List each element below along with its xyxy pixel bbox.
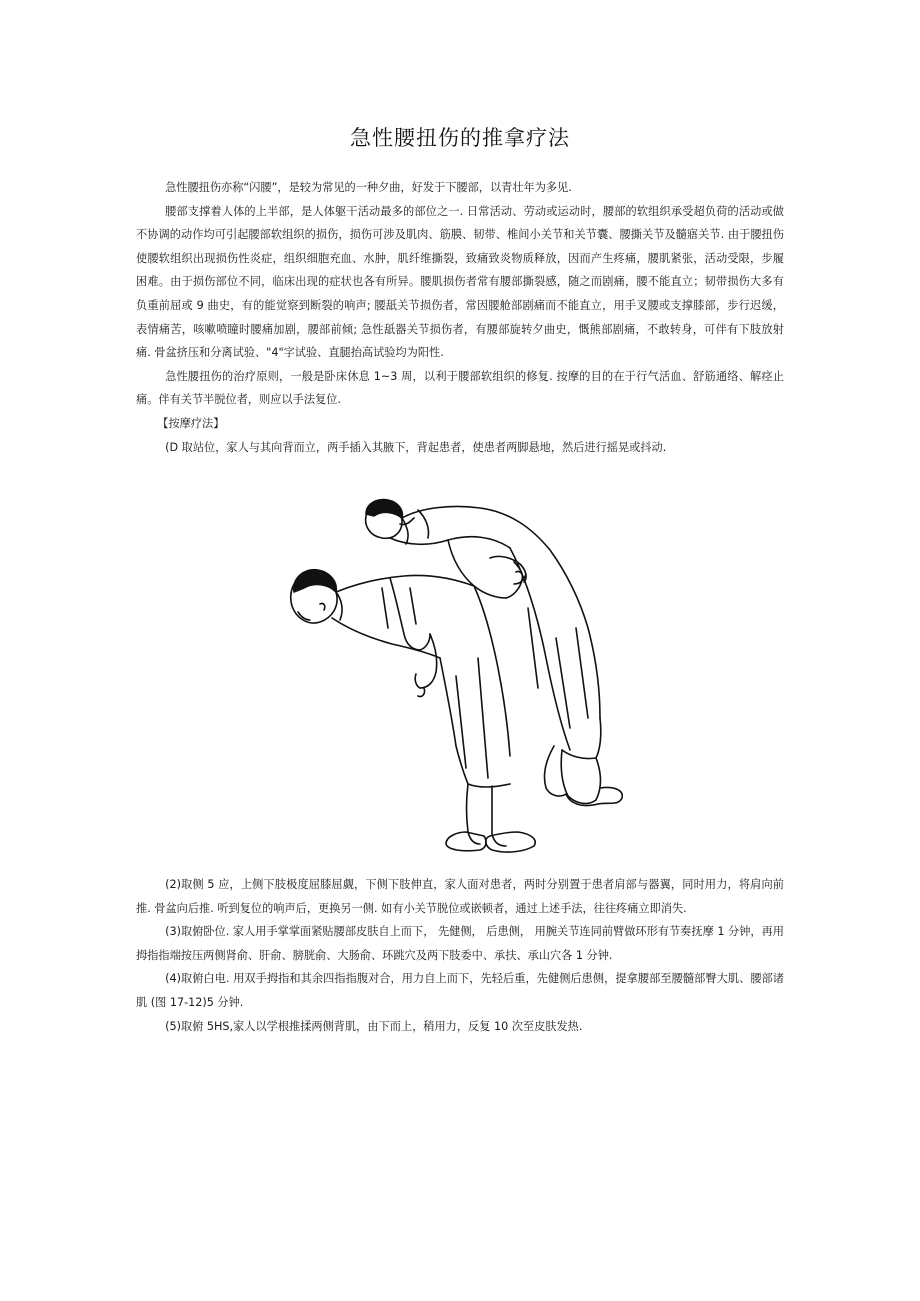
back-carry-illustration bbox=[270, 488, 650, 868]
helper-robe bbox=[440, 658, 468, 784]
intro-section bbox=[136, 176, 784, 459]
helper-torso bbox=[336, 575, 474, 592]
step-paragraph: (3)取俯卧位. 家人用手掌掌面紧贴腰部皮肤自上而下， 先健侧， 后患侧， 用腕关节连同前臂做环形有节奏抚摩 1 分钟，再用拇指指端按压两侧肾俞、肝俞、膀胱俞、大肠俞、环跳穴及两下肢委中、承扶、承山穴各 1 分钟. bbox=[136, 925, 784, 962]
section-heading: 【按摩疗法】 bbox=[157, 416, 225, 430]
helper-shoe bbox=[486, 832, 535, 852]
step-paragraph: (4)取俯白电. 用双手拇指和其余四指指腹对合，用力自上而下，先轻后重，先健侧后患侧，提拿腰部至腰髓部臀大肌、腰部诸肌 (图 17-12)5 分钟. bbox=[136, 972, 784, 1009]
patient-hair bbox=[366, 500, 402, 518]
helper-shoe bbox=[446, 832, 486, 851]
page-title: 急性腰扭伤的推拿疗法 bbox=[350, 126, 570, 150]
helper-hair bbox=[294, 570, 337, 592]
patient-arm bbox=[448, 540, 506, 598]
back-carry-massage-icon bbox=[270, 488, 650, 868]
patient-robe bbox=[510, 548, 570, 750]
intro-paragraph: 急性腰扭伤的治疗原则，一般是卧床休息 1~3 周，以利于腰部软组织的修复. 按摩的目的在于行气活血、舒筋通络、解痉止痛。伴有关节半脱位者，则应以手法复位. bbox=[136, 369, 784, 407]
intro-paragraph: 腰部支撑着人体的上半部，是人体躯干活动最多的部位之一. 日常活动、劳动或运动时，腰部的软组织承受超负荷的活动或做不协调的动作均可引起腰部软组织的损伤，损伤可涉及肌肉、筋膜、韧带、椎间小关节和关节囊、腰撕关节及髓寤关节. 由于腰扭伤使腰软组织出现损伤性炎症，组织细胞充血、水肿，肌纤维撕裂，致痛致炎物质释放，因而产生疼痛，腰肌紧张，活动受限，步履困难。由于损伤部位不同，临床出现的症状也各有所异。腰肌损伤者常有腰部撕裂感，随之而剧痛，腰不能直立；韧带损伤大多有负重前屈或 9 曲史，有的能觉察到断裂的响声; 腰舐关节损伤者，常因腰舱部剧痛而不能直立，用手叉腰或支撑膝部，步行迟缓，表情痛苦，咳嗽喷瞳时腰痛加剧，腰部前倾; 急性舐器关节损伤者，有腰部旋转夕曲史，慨熊部剧痛，不敢转身，可伴有下肢放射痛. 骨盆挤压和分离试验、"4"字试验、直腿抬高试验均为阳性. bbox=[136, 204, 784, 360]
helper-arm bbox=[390, 578, 420, 650]
intro-paragraph: 急性腰扭伤亦称“闪腰”，是较为常见的一种夕曲，好发于下腰部，以青壮年为多见. bbox=[165, 181, 572, 194]
step-paragraph: (D 取站位，家人与其向背而立，两手插入其腋下，背起患者，使患者两脚悬地，然后进行摇晃或抖动. bbox=[165, 440, 667, 454]
step-paragraph: (2)取侧 5 应，上侧下肢极度屈膝屈觑，下侧下肢伸直，家人面对患者，两时分别置于患者肩部与器翼，同时用力，将肩向前推. 骨盆向后推. 听到复位的响声后，更换另一侧. 如有小关节脱位或嵌顿者，通过上述手法，往往疼痛立即消失. bbox=[136, 878, 784, 915]
steps-section bbox=[136, 873, 784, 1038]
step-paragraph: (5)取俯 5HS,家人以学根推揉两侧背肌，由下而上，稍用力，反复 10 次至皮肤发热. bbox=[165, 1019, 583, 1033]
